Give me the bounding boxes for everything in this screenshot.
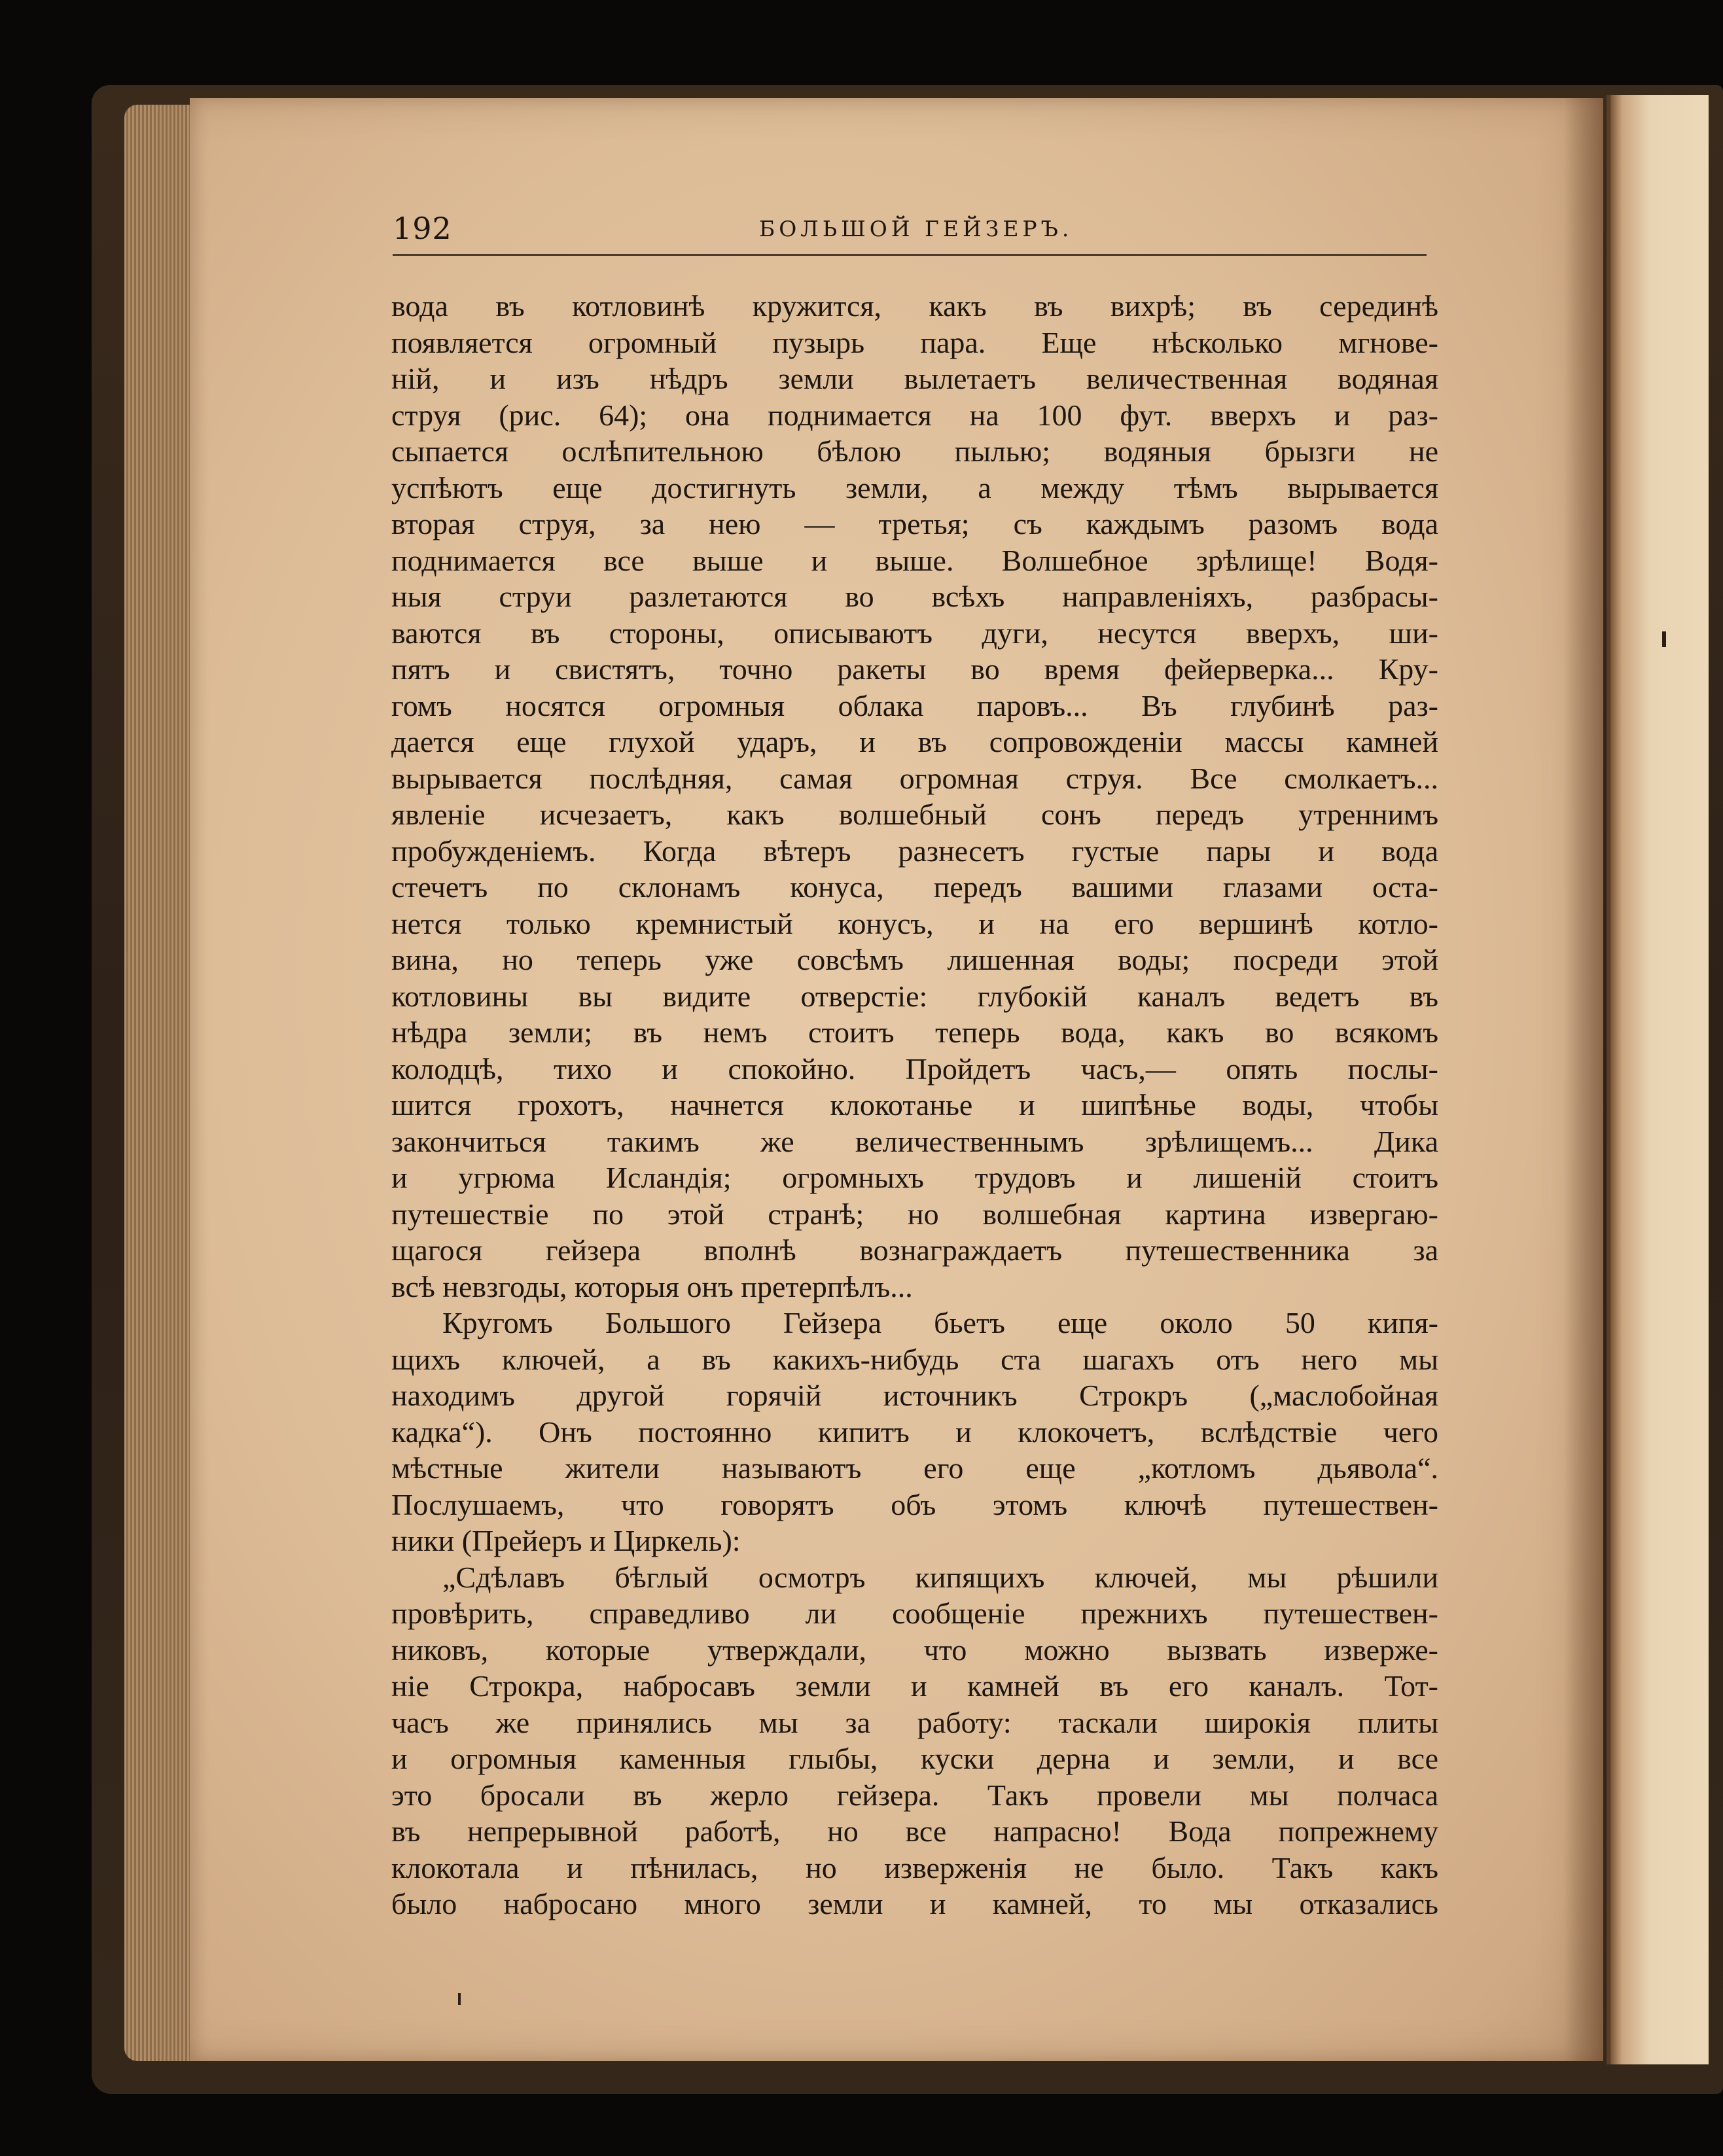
- page-header-title: БОЛЬШОЙ ГЕЙЗЕРЪ.: [759, 216, 1073, 241]
- page-gutter: [1564, 98, 1603, 2061]
- text-line: дается еще глухой ударъ, и въ сопровожденіи массы камней: [391, 725, 1438, 758]
- text-line: пятъ и свистятъ, точно ракеты во время фейерверка... Кру-: [391, 652, 1438, 686]
- text-line: поднимается все выше и выше. Волшебное зрѣлище! Водя-: [391, 543, 1438, 577]
- text-line: Кругомъ Большого Гейзера бьетъ еще около 50 кипя-: [442, 1306, 1438, 1339]
- margin-mark: [458, 1993, 461, 2005]
- text-line: никовъ, которые утверждали, что можно вызвать изверже-: [391, 1633, 1438, 1667]
- text-line: котловины вы видите отверстіе: глубокій каналъ ведетъ въ: [391, 979, 1438, 1013]
- text-line: вторая струя, за нею — третья; съ каждымъ разомъ вода: [391, 507, 1438, 540]
- text-line: нется только кремнистый конусъ, и на его вершинѣ котло-: [391, 906, 1438, 940]
- text-line: нѣдра земли; въ немъ стоитъ теперь вода, какъ во всякомъ: [391, 1016, 1438, 1049]
- text-line: закончиться такимъ же величественнымъ зрѣлищемъ... Дика: [391, 1124, 1438, 1158]
- text-line: ній, и изъ нѣдръ земли вылетаетъ величественная водяная: [391, 362, 1438, 395]
- running-head: [393, 204, 1427, 256]
- text-line: было набросано много земли и камней, то мы отказались: [391, 1887, 1438, 1920]
- text-line: щагося гейзера вполнѣ вознаграждаетъ путешественника за: [391, 1233, 1438, 1267]
- text-line: ники (Прейеръ и Циркель):: [391, 1524, 741, 1557]
- text-line: всѣ невзгоды, которыя онъ претерпѣлъ...: [391, 1269, 913, 1303]
- page-number: 192: [393, 211, 452, 246]
- text-line: пробужденіемъ. Когда вѣтеръ разнесетъ густые пары и вода: [391, 834, 1438, 868]
- text-line: мѣстные жители называютъ его еще „котломъ дьявола“.: [391, 1451, 1438, 1485]
- text-line: и угрюма Исландія; огромныхъ трудовъ и лишеній стоитъ: [391, 1161, 1438, 1194]
- text-line: явленіе исчезаетъ, какъ волшебный сонъ передъ утреннимъ: [391, 798, 1438, 831]
- text-line: гомъ носятся огромныя облака паровъ... Въ глубинѣ раз-: [391, 688, 1438, 722]
- body-text: [391, 288, 1438, 1922]
- text-line: путешествіе по этой странѣ; но волшебная картина извергаю-: [391, 1197, 1438, 1231]
- text-line: кадка“). Онъ постоянно кипитъ и клокочетъ, вслѣдствіе чего: [391, 1415, 1438, 1449]
- text-line: ваются въ стороны, описываютъ дуги, несутся вверхъ, ши-: [391, 616, 1438, 650]
- text-line: вырывается послѣдняя, самая огромная струя. Все смолкаетъ...: [391, 761, 1438, 795]
- text-line: часъ же принялись мы за работу: таскали широкія плиты: [391, 1705, 1438, 1739]
- text-line: стечетъ по склонамъ конуса, передъ вашими глазами оста-: [391, 870, 1438, 904]
- text-line: струя (рис. 64); она поднимается на 100 фут. вверхъ и раз-: [391, 398, 1438, 432]
- header-rule: [393, 254, 1427, 256]
- text-line: вода въ котловинѣ кружится, какъ въ вихрѣ; въ серединѣ: [391, 289, 1438, 323]
- text-line: сыпается ослѣпительною бѣлою пылью; водяныя брызги не: [391, 434, 1438, 468]
- text-line: появляется огромный пузырь пара. Еще нѣсколько мгнове-: [391, 325, 1438, 359]
- text-line: Послушаемъ, что говорятъ объ этомъ ключѣ путешествен-: [391, 1487, 1438, 1521]
- text-line: въ непрерывной работѣ, но все напрасно! Вода попрежнему: [391, 1814, 1438, 1848]
- text-line: „Сдѣлавъ бѣглый осмотръ кипящихъ ключей, мы рѣшили: [442, 1560, 1438, 1594]
- right-page-edge: [1607, 95, 1709, 2064]
- text-line: и огромныя каменныя глыбы, куски дерна и земли, и все: [391, 1742, 1438, 1775]
- text-line: находимъ другой горячій источникъ Строкръ („маслобойная: [391, 1379, 1438, 1412]
- text-line: колодцѣ, тихо и спокойно. Пройдетъ часъ,— опять послы-: [391, 1051, 1438, 1086]
- text-line: щихъ ключей, а въ какихъ-нибудь ста шагахъ отъ него мы: [391, 1342, 1438, 1376]
- text-line: вина, но теперь уже совсѣмъ лишенная воды; посреди этой: [391, 943, 1438, 976]
- text-line: это бросали въ жерло гейзера. Такъ провели мы полчаса: [391, 1778, 1438, 1812]
- text-line: ныя струи разлетаются во всѣхъ направленіяхъ, разбрасы-: [391, 580, 1438, 613]
- text-line: шится грохотъ, начнется клокотанье и шипѣнье воды, чтобы: [391, 1088, 1438, 1122]
- text-line: успѣютъ еще достигнуть земли, а между тѣмъ вырывается: [391, 470, 1438, 504]
- text-line: клокотала и пѣнилась, но изверженія не было. Такъ какъ: [391, 1850, 1438, 1884]
- text-line: провѣрить, справедливо ли сообщеніе прежнихъ путешествен-: [391, 1597, 1438, 1630]
- text-line: ніе Строкра, набросавъ земли и камней въ его каналъ. Тот-: [391, 1669, 1438, 1703]
- margin-mark: [1662, 631, 1666, 647]
